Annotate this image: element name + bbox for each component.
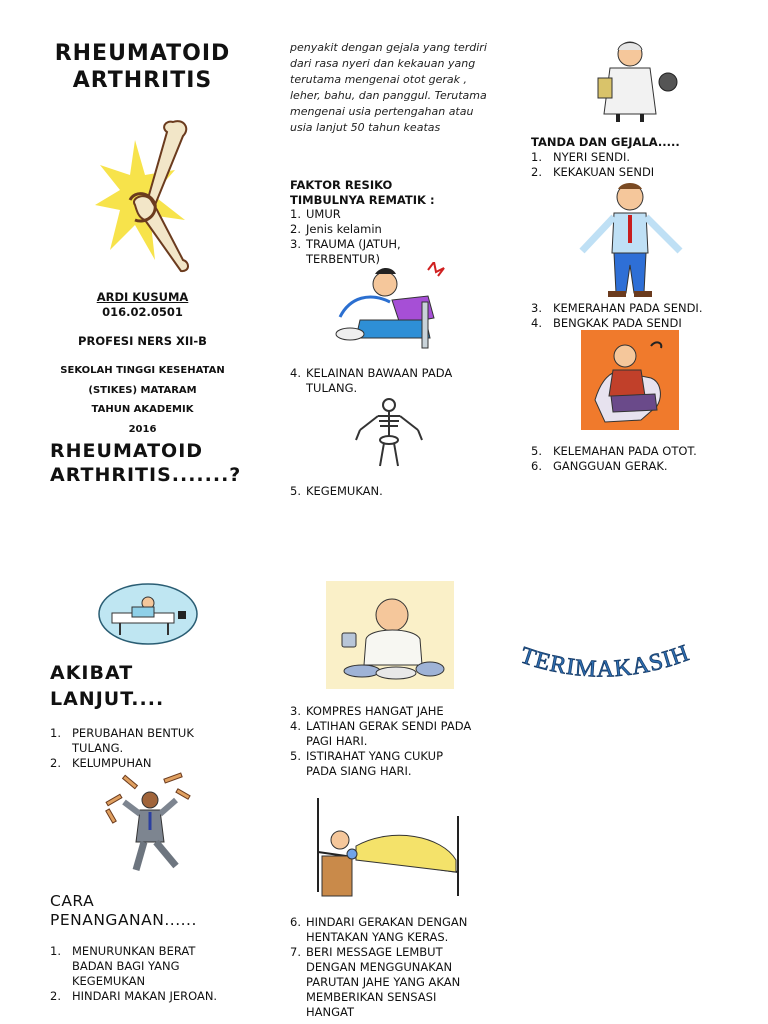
list-item: 6. GANGGUAN GERAK. <box>531 459 668 473</box>
list-item: 3. KEMERAHAN PADA SENDI. <box>531 301 703 315</box>
man-pants <box>611 394 657 412</box>
list-item: 1. MENURUNKAN BERAT BADAN BAGI YANG KEGEMUKAN <box>50 944 196 988</box>
man-pants <box>614 253 646 293</box>
list-item: 1. PERUBAHAN BENTUK TULANG. <box>50 726 194 755</box>
man-head <box>614 345 636 367</box>
bedside-table <box>322 856 352 896</box>
list-item: 3. TRAUMA (JATUH, TERBENTUR) <box>290 237 401 266</box>
cup-shape <box>342 633 356 647</box>
sick-bed-illustration <box>312 796 462 902</box>
faktor-list-3 <box>290 484 485 499</box>
faktor-heading: FAKTOR RESIKO TIMBULNYA REMATIK : <box>290 178 435 207</box>
question-heading: RHEUMATOID ARTHRITIS.......? <box>50 440 242 486</box>
list-item: 2. KELUMPUHAN <box>50 756 152 770</box>
list-item: 4. KELAINAN BAWAAN PADA TULANG. <box>290 366 453 395</box>
list-item: 2. Jenis kelamin <box>290 222 382 236</box>
knee-pain-illustration <box>581 330 679 430</box>
cara-list-3 <box>290 915 480 1020</box>
tanda-list-3 <box>531 444 741 474</box>
tanda-heading: TANDA DAN GEJALA..... <box>531 135 680 149</box>
cara-heading: CARA PENANGANAN...... <box>50 892 197 929</box>
monitor-shape <box>178 611 186 619</box>
shrugging-man-illustration <box>576 181 686 301</box>
crutch-shape <box>422 302 428 348</box>
thanks-wordart <box>505 615 735 695</box>
blanket-shape <box>356 835 456 872</box>
man-shirt <box>364 630 422 665</box>
akibat-list <box>50 726 225 771</box>
list-item: 1. UMUR <box>290 207 341 221</box>
patient-head <box>331 831 349 849</box>
hospital-patient-illustration <box>98 583 198 645</box>
man-bones-illustration <box>98 770 198 880</box>
list-item: 4. BENGKAK PADA SENDI <box>531 316 682 330</box>
akibat-heading: AKIBAT LANJUT.... <box>50 662 165 710</box>
school-block: SEKOLAH TINGGI KESEHATAN (STIKES) MATARAM TAHUN AKADEMIK 2016 <box>60 365 225 435</box>
list-item: 1. NYERI SENDI. <box>531 150 631 164</box>
program-name: PROFESI NERS XII-B <box>78 334 207 348</box>
breakfast-man-illustration <box>326 581 454 689</box>
list-item: 3. KOMPRES HANGAT JAHE <box>290 704 444 718</box>
list-item: 7. BERI MESSAGE LEMBUT DENGAN MENGGUNAKAN PARUTAN JAHE YANG AKAN MEMBERIKAN SENSASI HANGAT <box>290 945 461 1019</box>
thanks-text: TERIMAKASIH <box>516 640 694 683</box>
man-head <box>142 792 158 808</box>
tanda-list-2 <box>531 301 741 331</box>
man-head <box>373 272 397 296</box>
list-item: 5. ISTIRAHAT YANG CUKUP PADA SIANG HARI. <box>290 749 444 778</box>
author-name: ARDI KUSUMA <box>96 290 189 304</box>
list-item: 2. HINDARI MAKAN JEROAN. <box>50 989 218 1003</box>
list-item: 2. KEKAKUAN SENDI <box>531 165 655 179</box>
list-item: 6. HINDARI GERAKAN DENGAN HENTAKAN YANG KERAS. <box>290 915 468 944</box>
list-item: 5. KELEMAHAN PADA OTOT. <box>531 444 697 458</box>
faktor-list-2 <box>290 366 485 396</box>
cara-list-1 <box>50 944 225 1004</box>
faktor-list-1 <box>290 207 440 267</box>
man-head <box>376 599 408 631</box>
author-id: 016.02.0501 <box>102 305 183 319</box>
list-item: 4. LATIHAN GERAK SENDI PADA PAGI HARI. <box>290 719 472 748</box>
skeleton-illustration <box>352 396 426 470</box>
patient-body <box>132 607 154 617</box>
tanda-list-1 <box>531 150 731 180</box>
list-item: 5. KEGEMUKAN. <box>290 484 383 498</box>
author-block <box>40 290 245 320</box>
doctor-illustration <box>586 38 682 122</box>
upper-bone-shape <box>147 121 186 205</box>
man-shirt <box>609 370 645 396</box>
svg-text:TERIMAKASIH <box>517 640 693 683</box>
arthritis-bone-illustration <box>95 110 195 275</box>
main-title: RHEUMATOID ARTHRITIS <box>54 41 231 93</box>
injured-man-illustration <box>330 262 452 352</box>
blue-pants <box>356 320 430 338</box>
cara-list-2 <box>290 704 475 779</box>
clipboard-shape <box>598 78 612 98</box>
definition-text: penyakit dengan gejala yang terdiri dari rasa nyeri dan kekauan yang terutama mengenai otot gerak , leher, bahu, dan panggul. Terutama mengenai usia pertengahan atau usia lanjut 50 tahun keatas <box>290 41 487 134</box>
